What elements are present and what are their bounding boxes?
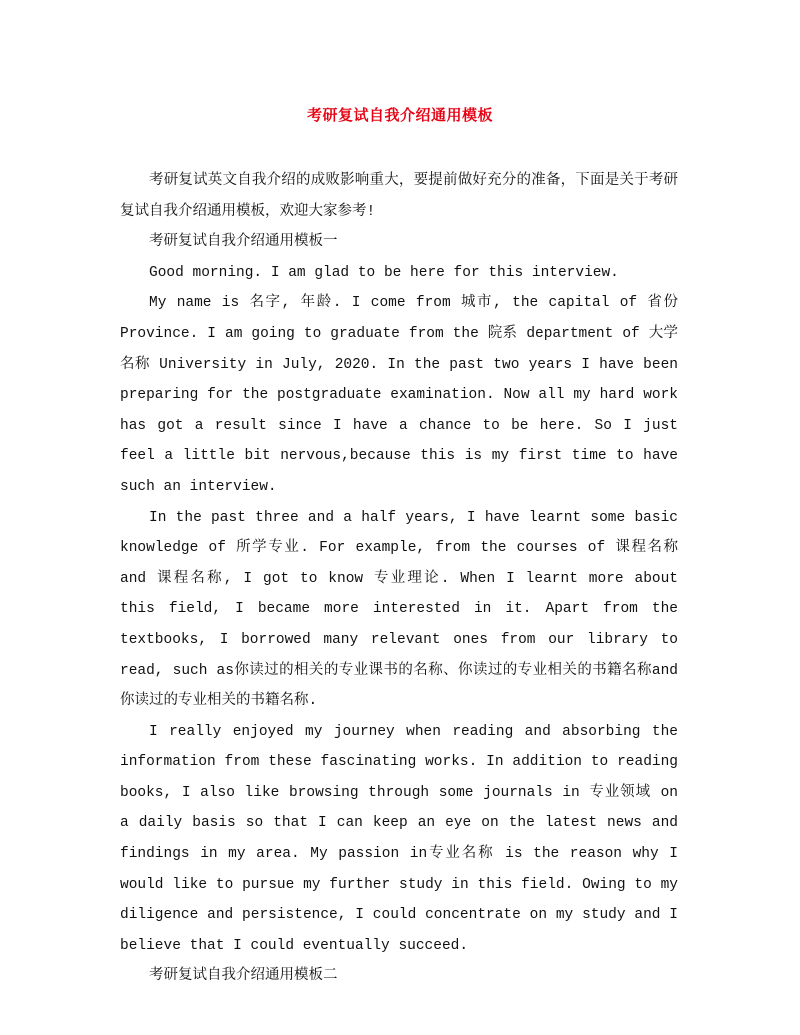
section-heading-1: 考研复试自我介绍通用模板一 bbox=[149, 234, 338, 251]
intro-paragraph: 考研复试英文自我介绍的成败影响重大，要提前做好充分的准备，下面是关于考研复试自我介绍通用模板，欢迎大家参考! bbox=[120, 173, 678, 220]
document-body bbox=[120, 166, 678, 992]
body-paragraph: Good morning. I am glad to be here for this interview. bbox=[149, 264, 619, 281]
body-paragraph: My name is 名字, 年龄. I come from 城市, the capital of 省份 Province. I am going to graduate from the 院系 department of 大学名称 University in July, 2020. In the past two years I have been preparing for the postgraduate examination. Now all my hard work has got a result since I have a chance to be here. So I just feel a little bit nervous,because this is my first time to have such an interview. bbox=[120, 295, 678, 495]
body-paragraph: I really enjoyed my journey when reading and absorbing the information from these fascinating works. In addition to reading books, I also like browsing through some journals in 专业领域 on a daily basis so that I can keep an eye on the latest news and findings in my area. My passion in专业名称 is the reason why I would like to pursue my further study in this field. Owing to my diligence and persistence, I could concentrate on my study and I believe that I could eventually succeed. bbox=[120, 723, 678, 954]
document-title: 考研复试自我介绍通用模板 bbox=[306, 106, 493, 124]
section-heading-2: 考研复试自我介绍通用模板二 bbox=[149, 968, 338, 985]
body-paragraph: In the past three and a half years, I have learnt some basic knowledge of 所学专业. For example, from the courses of 课程名称 and 课程名称, I got to know 专业理论. When I learnt more about this field, I became more interested in it. Apart from the textbooks, I borrowed many relevant ones from our library to read, such as你读过的相关的专业课书的名称、你读过的专业相关的书籍名称and 你读过的专业相关的书籍名称. bbox=[120, 509, 678, 710]
